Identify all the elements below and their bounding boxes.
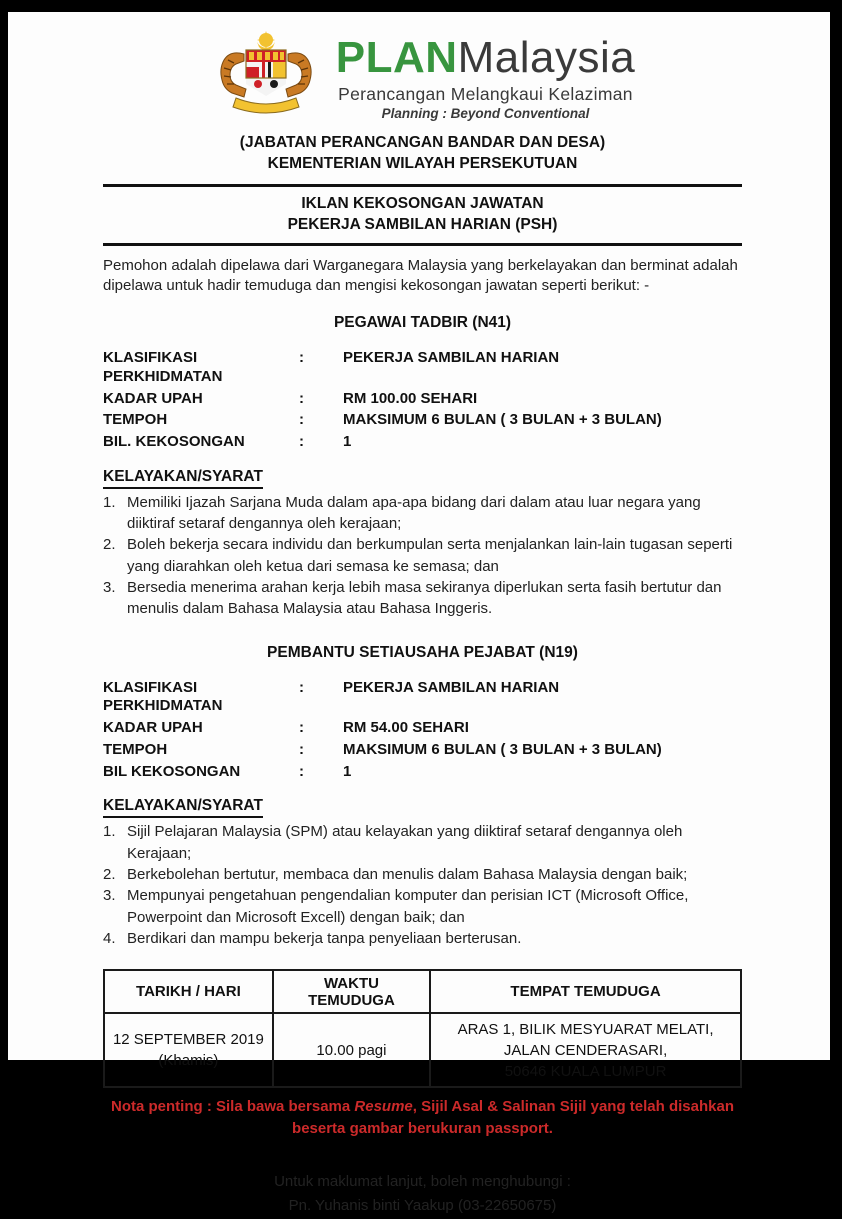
detail-colon: : [299,740,304,758]
department-lines [103,133,742,175]
requirement-item [103,864,742,885]
position-1-requirements [103,468,742,620]
important-note [103,1096,742,1140]
detail-value: PEKERJA SAMBILAN HARIAN [343,678,560,696]
interview-date-cell [104,1013,273,1087]
detail-value: 1 [343,762,352,780]
detail-value: MAKSIMUM 6 BULAN ( 3 BULAN + 3 BULAN) [343,740,662,758]
requirement-text: Bersedia menerima arahan kerja lebih masa sekiranya diperlukan serta fasih bertutur dan menulis dalam Bahasa Malaysia atau Bahasa Inggeris. [127,579,722,618]
malaysia-coat-of-arms-logo [210,30,322,116]
requirement-item [103,492,742,535]
brand-plan: PLAN [335,33,458,82]
detail-label: KLASIFIKASI PERKHIDMATAN [103,349,223,385]
note-prefix: Nota penting : Sila bawa bersama [111,1098,355,1116]
detail-colon: : [299,433,304,451]
brand-malaysia: Malaysia [457,33,636,82]
detail-row-klasifikasi [103,679,742,717]
detail-row-tempoh [103,741,742,760]
document-page [8,12,830,1215]
requirement-number: 4. [103,929,116,947]
brand-tagline-malay: Perancangan Melangkaui Kelaziman [338,84,633,104]
requirement-number: 1. [103,823,116,841]
detail-label: BIL. KEKOSONGAN [103,433,245,451]
requirement-number: 2. [103,865,116,883]
venue-line-3: 50646 KUALA LUMPUR [504,1062,667,1080]
detail-label: BIL KEKOSONGAN [103,762,241,780]
department-line-2: KEMENTERIAN WILAYAH PERSEKUTUAN [267,154,578,172]
detail-row-bil-kekosongan [103,433,742,452]
detail-row-tempoh [103,411,742,430]
detail-colon: : [299,389,304,407]
interview-date: 12 SEPTEMBER 2019 [112,1031,264,1049]
interview-schedule-table [103,969,742,1088]
requirement-item [103,885,742,928]
interview-day: (Khamis) [158,1052,219,1070]
requirements-heading: KELAYAKAN/SYARAT [103,468,263,489]
brand-tagline-english: Planning : Beyond Conventional [381,106,590,121]
requirement-item [103,534,742,577]
interview-venue-cell [430,1013,741,1087]
detail-colon: : [299,719,304,737]
position-2-requirements [103,797,742,949]
title-rule-bottom [103,243,742,246]
brand-wordmark [335,33,636,82]
detail-label: TEMPOH [103,740,168,758]
detail-label: KADAR UPAH [103,389,203,407]
requirement-text: Sijil Pelajaran Malaysia (SPM) atau kelayakan yang diiktiraf setaraf dengannya oleh Kerajaan; [127,823,683,862]
table-header-time: WAKTU TEMUDUGA [273,970,430,1013]
requirement-number: 1. [103,493,116,511]
requirement-text: Mempunyai pengetahuan pengendalian komputer dan perisian ICT (Microsoft Office, Powerpoint dan Microsoft Excell) dengan baik; dan [127,887,689,926]
detail-value: 1 [343,433,352,451]
detail-label: KADAR UPAH [103,719,203,737]
requirement-text: Berdikari dan mampu bekerja tanpa penyeliaan berterusan. [127,929,522,947]
detail-value: PEKERJA SAMBILAN HARIAN [343,349,560,367]
table-header-row [104,970,741,1013]
announcement-title-line-2: PEKERJA SAMBILAN HARIAN (PSH) [287,215,558,233]
detail-value: MAKSIMUM 6 BULAN ( 3 BULAN + 3 BULAN) [343,411,662,429]
requirements-heading: KELAYAKAN/SYARAT [103,797,263,818]
detail-colon: : [299,349,304,367]
announcement-title-line-1: IKLAN KEKOSONGAN JAWATAN [301,194,544,212]
detail-label: KLASIFIKASI PERKHIDMATAN [103,678,223,715]
requirement-number: 2. [103,536,116,554]
announcement-title [103,187,742,243]
intro-paragraph: Pemohon adalah dipelawa dari Warganegara Malaysia yang berkelayakan dan berminat adalah dipelawa untuk hadir temuduga dan mengisi kekosongan jawatan seperti berikut: - [103,256,738,295]
detail-colon: : [299,762,304,780]
detail-row-bil-kekosongan [103,763,742,782]
detail-label: TEMPOH [103,411,168,429]
venue-line-2: JALAN CENDERASARI, [503,1041,668,1059]
note-resume-word: Resume [354,1098,413,1116]
detail-value: RM 54.00 SEHARI [343,719,469,737]
detail-row-klasifikasi [103,349,742,387]
header [103,30,742,121]
department-line-1: (JABATAN PERANCANGAN BANDAR DAN DESA) [239,134,606,151]
detail-colon: : [299,678,304,696]
note-suffix: , Sijil Asal & Salinan Sijil yang telah disahkan beserta gambar berukuran passport. [292,1098,734,1137]
detail-value: RM 100.00 SEHARI [343,389,478,407]
requirement-item [103,928,742,949]
requirement-text: Berkebolehan bertutur, membaca dan menulis dalam Bahasa Malaysia dengan baik; [127,865,688,883]
interview-time-cell: 10.00 pagi [273,1013,430,1087]
contact-line-1: Untuk maklumat lanjut, boleh menghubungi : [274,1172,571,1190]
position-1-title: PEGAWAI TADBIR (N41) [333,314,512,332]
requirement-item [103,821,742,864]
requirement-number: 3. [103,579,116,596]
requirement-text: Boleh bekerja secara individu dan berkumpulan serta menjalankan lain-lain tugasan seperti yang diarahkan oleh ketua dari semasa ke semasa; dan [127,536,733,575]
position-2-details [103,679,742,782]
table-header-venue: TEMPAT TEMUDUGA [430,970,741,1013]
requirement-text: Memiliki Ijazah Sarjana Muda dalam apa-apa bidang dari dalam atau luar negara yang diiktiraf setaraf dengannya oleh kerajaan; [127,493,701,533]
table-row [104,1013,741,1087]
position-1-details [103,349,742,452]
requirement-item [103,577,742,620]
contact-info [103,1170,742,1219]
venue-line-1: ARAS 1, BILIK MESYUARAT MELATI, [457,1020,714,1038]
detail-row-kadar-upah [103,719,742,738]
requirement-number: 3. [103,887,116,905]
detail-row-kadar-upah [103,390,742,409]
brand-block [336,30,635,121]
position-2-title: PEMBANTU SETIAUSAHA PEJABAT (N19) [267,643,578,661]
table-header-date: TARIKH / HARI [104,970,273,1013]
detail-colon: : [299,411,304,429]
contact-line-2: Pn. Yuhanis binti Yaakup (03-22650675) [288,1197,557,1215]
